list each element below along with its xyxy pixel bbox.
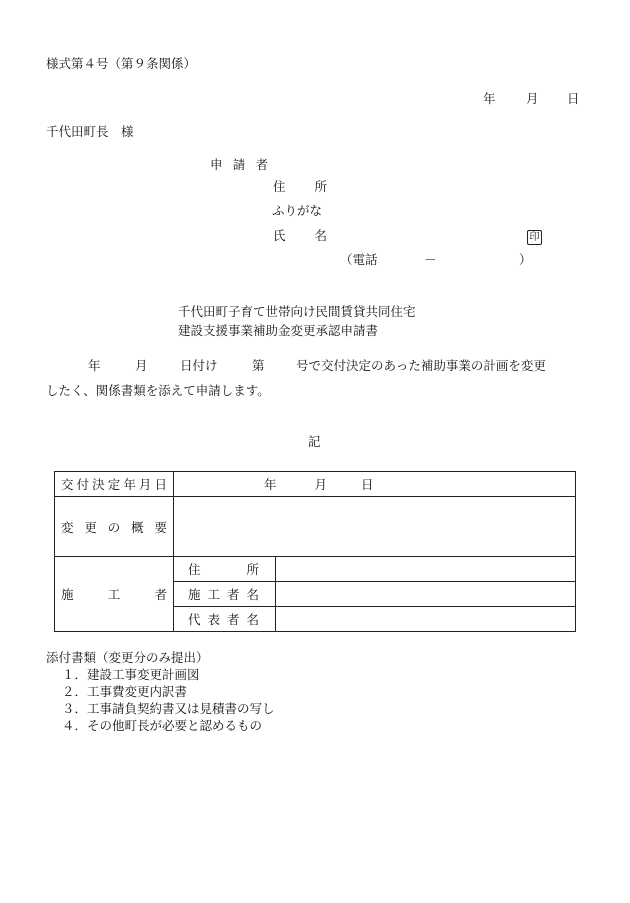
address-label: [273, 181, 327, 194]
body-year: 年: [88, 358, 101, 373]
contractor-label: 施 工 者: [55, 557, 174, 632]
contractor-name-label: 施 工 者 名: [174, 582, 276, 607]
attachment-item: ２．工事費変更内訳書: [62, 684, 188, 699]
name-label: [273, 230, 327, 243]
furigana-label: ふりがな: [272, 203, 323, 218]
applicant-heading-char: 者: [255, 157, 268, 172]
application-table: [54, 471, 576, 632]
representative-value[interactable]: [276, 607, 576, 632]
body-month: 月: [135, 358, 148, 373]
body-line2: したく、関係書類を添えて申請します。: [46, 383, 270, 398]
contractor-address-label: 住 所: [174, 557, 276, 582]
attachments-heading: 添付書類（変更分のみ提出）: [46, 650, 209, 665]
name-label-char: 名: [314, 228, 327, 243]
attachment-item: １．建設工事変更計画図: [62, 667, 200, 682]
address-label-char: 住: [273, 179, 286, 194]
decision-date-day: 日: [361, 477, 374, 492]
decision-date-label: 交 付 決 定 年 月 日: [55, 472, 174, 497]
representative-label: 代 表 者 名: [174, 607, 276, 632]
attachment-item: ３．工事請負契約書又は見積書の写し: [62, 701, 275, 716]
contractor-name-value[interactable]: [276, 582, 576, 607]
change-summary-label: 変 更 の 概 要: [55, 497, 174, 557]
applicant-heading-char: 請: [232, 157, 246, 172]
name-label-char: 氏: [273, 228, 286, 243]
change-summary-value[interactable]: [174, 497, 576, 557]
decision-date-month: 月: [314, 477, 328, 492]
phone-dash: －: [424, 252, 437, 267]
body-date-suffix: 日付け: [180, 358, 218, 373]
addressee: 千代田町長 様: [46, 124, 134, 139]
contractor-address-value[interactable]: [276, 557, 576, 582]
decision-date-value[interactable]: [174, 472, 576, 497]
document-title-line2: 建設支援事業補助金変更承認申請書: [178, 323, 379, 338]
phone-open: （電話: [340, 252, 378, 267]
document-title-line1: 千代田町子育て世帯向け民間賃貸共同住宅: [178, 304, 416, 319]
body-number-prefix: 第: [252, 358, 265, 373]
date-month-label: 月: [526, 91, 539, 106]
table-row-contractor-address: [55, 557, 576, 582]
seal-mark: 印: [527, 230, 542, 245]
address-label-char: 所: [314, 179, 327, 194]
date-day-label: 日: [567, 91, 580, 106]
applicant-heading: [210, 159, 268, 172]
phone-close: ）: [519, 252, 532, 267]
form-number: 様式第４号（第９条関係）: [46, 56, 197, 71]
decision-date-year: 年: [264, 477, 277, 492]
table-row-change-summary: [55, 497, 576, 557]
date-year-label: 年: [483, 91, 496, 106]
ki-label: 記: [308, 434, 321, 449]
attachment-item: ４．その他町長が必要と認めるもの: [62, 718, 263, 733]
table-row-decision-date: [55, 472, 576, 497]
body-line1-rest: 号で交付決定のあった補助事業の計画を変更: [296, 358, 546, 373]
applicant-heading-char: 申: [210, 157, 223, 172]
